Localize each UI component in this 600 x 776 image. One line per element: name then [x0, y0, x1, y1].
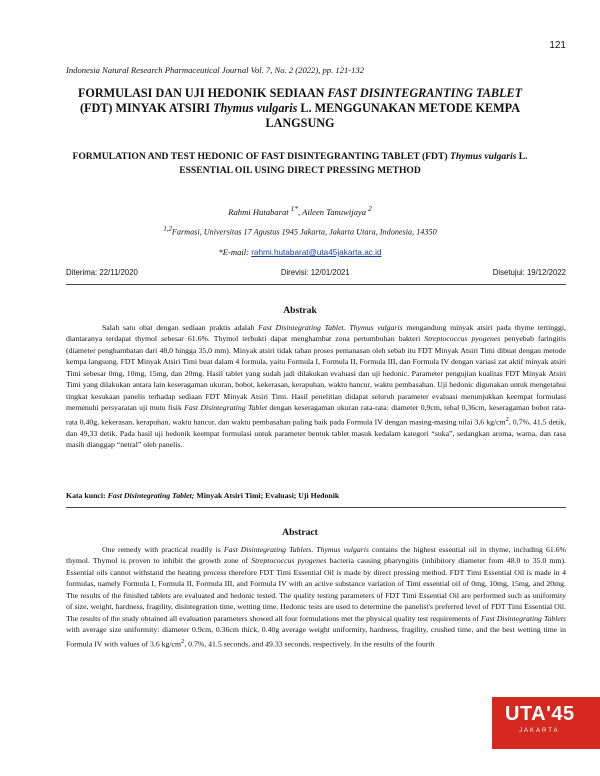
title-en-part3: L. ESSENTIAL OIL USING DIRECT PRESSING METHOD	[179, 151, 528, 176]
abstrak-s5: mengandung minyak atsiri pada thyme tertinggi, diantaranya terdapat thymol sebesar 61.6%. Thymol terbukti dapat menghambat zona pertumbuhan bakteri	[66, 323, 566, 344]
author-1: Rahmi Hutabarat	[228, 206, 289, 217]
divider-top	[66, 284, 566, 285]
abstract-body	[66, 544, 566, 650]
title-id-part5: L. MENGGUNAKAN METODE KEMPA LANGSUNG	[265, 101, 521, 130]
keyword-1: Fast Disintegrating Tablet;	[107, 491, 195, 500]
date-accepted: Disetujui: 19/12/2022	[492, 268, 566, 277]
authors	[0, 205, 600, 217]
abstract-s5: contains the highest essential oil in thyme, including 61.6% thymol. Thymol is proven to inhibit the growth zone of	[66, 545, 566, 566]
title-id-part2: FAST DISINTEGRANTING TABLET	[327, 86, 523, 100]
abstract-s4: Thymus vulgaris	[316, 545, 369, 554]
abstract-heading: Abstract	[282, 527, 318, 538]
abstrak-s8: Fast Disintegrating Tablet	[184, 403, 268, 413]
affiliation	[0, 226, 600, 237]
abstrak-s6: Streptococcus pyogenes	[424, 334, 501, 344]
abstrak-body	[66, 322, 566, 451]
page-number: 121	[549, 40, 566, 51]
abstrak-s11: , 0,7%, 41,5 detik, dan 49,33 detik. Pada hasil uji hedonik keempat formulasi untuk parameter bentuk tablet masuk kedalam kategori “suka”, sedangkan aroma, warna, dan rasa masih dianggap “netral” oleh panelis.	[66, 417, 567, 450]
abstrak-s2: Fast Disintegrating Tablet	[258, 323, 344, 332]
keywords	[66, 491, 339, 500]
title-id-part4: Thymus vulgaris	[213, 101, 298, 115]
abstract-s8: Fast Disintegrating Tablets	[480, 613, 566, 623]
affiliation-numbers: 1,2	[163, 226, 172, 233]
abstrak-s9: dengan keseragaman ukuran rata-rata: diameter 0,9cm, tebal 0,36cm, keseragaman bobot rata-rata 0,40g, kekerasan, kerapuhan, waktu hancur, dan waktu pembasahan paling baik pada Formula IV dengan masing-masing nilai 3,6 kg/cm	[66, 403, 567, 427]
author-1-affiliation: 1*	[290, 205, 298, 213]
abstract-s9: with average size uniformity: diameter 0.9cm, 0.36cm thick, 0.40g average weight uniformity, hardness, fragility, crushed time, and the best wetting time in Formula IV with values of 3.6 kg/cm	[66, 625, 566, 649]
title-id-part1: FORMULASI DAN UJI HEDONIK SEDIAAN	[77, 86, 328, 100]
abstrak-s7: penyebab faringitis (diameter penghambatan dari 48,0 hingga 35,0 mm). Minyak atsiri tidak tahan proses pemanasan oleh sebab itu FDT Minyak Atsiri Timi dibuat dengan metode kempa langsung. FDT Minyak Atsiri Timi buat dalam 4 formula, yaitu Formula I, Formula II, Formula III, dan Formula IV dengan variasi zat aktif minyak atsiri Timi sebesar 0mg, 10mg, 15mg, dan 20mg. Hasil tablet yang sudah jadi dilakukan evaluasi dan uji hedonic. Parameter pengujian kualitas FDT Minyak Atsiri Timi yang dilakukan antara lain keseragaman ukuran, bobot, kekerasan, kerapuhan, waktu hancur, waktu pembasahan. Uji hedonic digunakan untuk mengetahui tingkat kesukaan panelis terhadap sediaan FDT Minyak Atsiri Timi. Hasil penelitian didapat seluruh parameter evaluasi menunjukkan keempat formulasi memenuhi persyaratan uji mutu fisik	[66, 334, 566, 413]
author-2: Aileen Tanuwijaya	[302, 206, 367, 217]
abstract-s3: .	[311, 545, 317, 554]
author-separator: ,	[297, 206, 303, 217]
email-link[interactable]: rahmi.hutabarat@uta45jakarta.ac.id	[251, 248, 382, 257]
abstrak-heading: Abstrak	[283, 305, 317, 316]
abstract-s6: Streptococcus pyogenes	[251, 556, 327, 566]
university-logo	[492, 697, 600, 749]
abstrak-s10: 2	[505, 415, 509, 423]
divider-middle	[66, 507, 566, 508]
abstrak-s4: Thymus vulgaris	[349, 323, 403, 332]
journal-header: Indonesia Natural Research Pharmaceutical Journal Vol. 7, No. 2 (2022), pp. 121-132	[66, 65, 365, 75]
abstract-s10: 2	[181, 637, 185, 645]
title-en-part1: FORMULATION AND TEST HEDONIC OF FAST DISINTEGRANTING TABLET (FDT)	[72, 151, 450, 162]
title-english	[66, 150, 534, 178]
email-label: *E-mail:	[218, 247, 252, 257]
author-2-affiliation: 2	[368, 205, 372, 213]
abstract-s7: bacteria causing pharyngitis (inhibitory diameter from 48.0 to 35.0 mm). Essential oils cannot withstand the heating process therefore FDT Timi Essential Oil is made by direct pressing method. FDT Timi Essential Oil is made in 4 formulas, namely Formula I, Formula II, Formula III, and Formula IV with an active substance variation of Timi essential oil of 0mg, 10mg, 15mg, and 20mg. The results of the finished tablets are evaluated and hedonic tested. The quality testing parameters of FDT Timi Essential Oil are performed such as uniformity of size, weight, hardness, fragility, disintegration time, wetting time. Hedonic tests are used to determine the panelist's preferred level of FDT Timi Essential Oil. The results of the study obtained all evaluation parameters showed all four formulations met the physical quality test requirements of	[66, 556, 566, 623]
title-id-part3: (FDT) MINYAK ATSIRI	[79, 101, 214, 115]
affiliation-text: Farmasi, Universitas 17 Agustus 1945 Jakarta, Jakarta Utara, Indonesia, 14350	[171, 227, 437, 237]
abstrak-s1: Salah satu obat dengan sediaan praktis adalah	[102, 323, 259, 332]
logo-mark: UTA'45	[505, 703, 575, 725]
title-indonesian	[62, 86, 538, 131]
date-revised: Direvisi: 12/01/2021	[280, 268, 350, 277]
abstract-s11: , 0.7%, 41.5 seconds, and 49.33 seconds, respectively. In the results of the fourth	[184, 639, 435, 649]
date-received: Diterima: 22/11/2020	[66, 268, 138, 277]
keywords-rest: Minyak Atsiri Timi; Evaluasi; Uji Hedonik	[194, 491, 340, 500]
submission-dates	[66, 268, 566, 277]
abstract-s2: Fast Disintegrating Tablets	[223, 545, 312, 554]
abstrak-s3: .	[343, 323, 350, 332]
logo-subtitle: JAKARTA	[519, 728, 560, 734]
abstract-s1: One remedy with practical readily is	[102, 545, 224, 554]
keywords-label: Kata kunci:	[66, 491, 108, 500]
corresponding-email	[0, 247, 600, 257]
title-en-part2: Thymus vulgaris	[449, 151, 517, 162]
